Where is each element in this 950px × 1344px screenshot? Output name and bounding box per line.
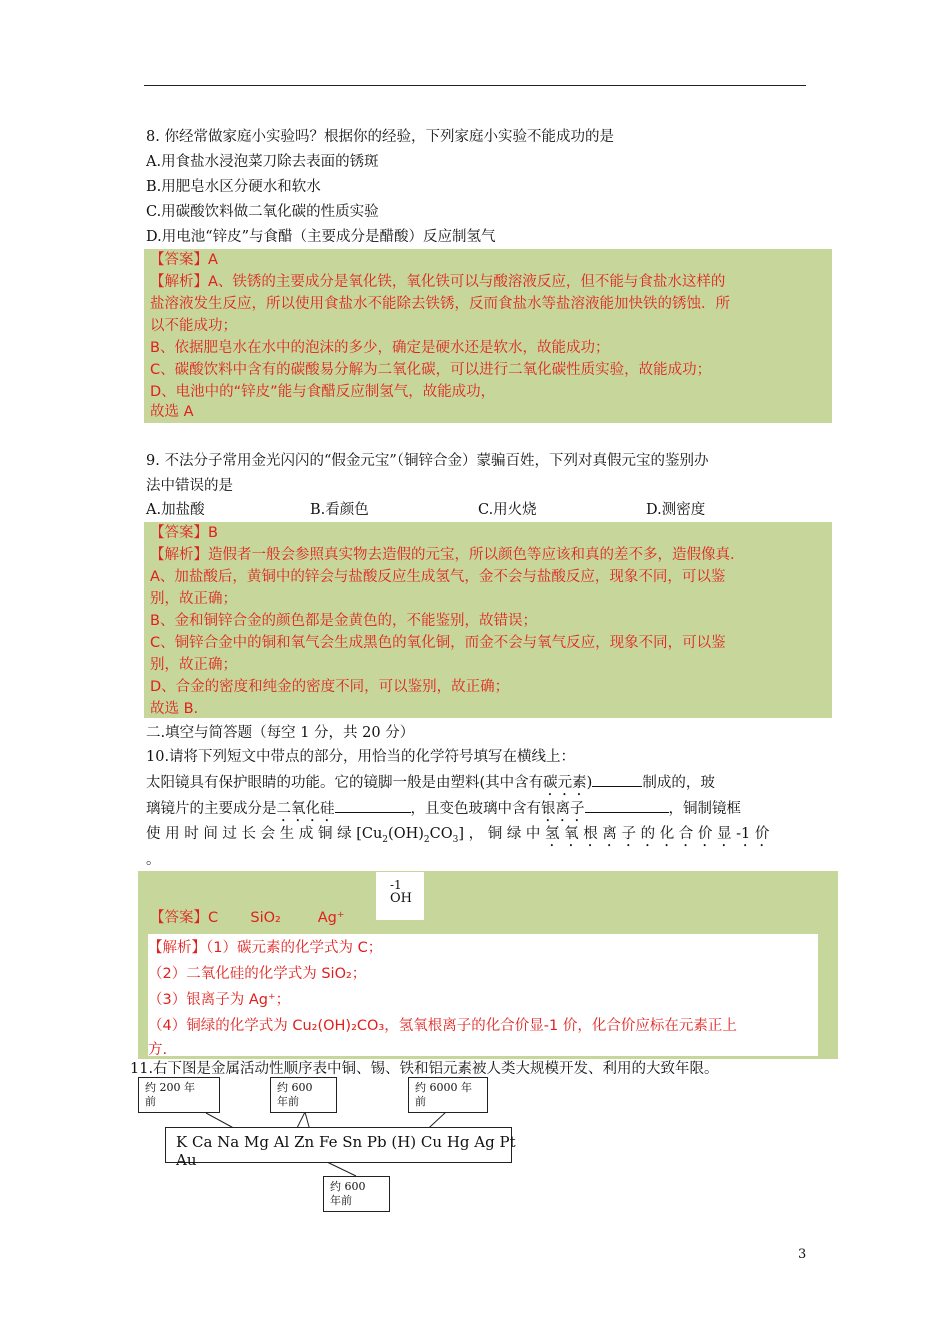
q8-option-d: D.用电池“锌皮”与食醋（主要成分是醋酸）反应制氢气 (146, 229, 496, 245)
q8-answer-line: 【答案】A (150, 252, 218, 268)
q10-dotted-text: 银离子 (541, 801, 585, 817)
q9-stem-line1: 9. 不法分子常用金光闪闪的“假金元宝”（铜锌合金）蒙骗百姓，下列对真假元宝的鉴别办 (146, 453, 709, 469)
q10-dotted-text: 二氧化硅 (276, 801, 335, 817)
q9-stem-line2: 法中错误的是 (146, 478, 233, 494)
q10-dotted-text: 碳元素 (543, 775, 587, 791)
q10-explain-line: 【解析】（1）碳元素的化学式为 C； (148, 940, 383, 956)
year-box-text: 前 (145, 1095, 156, 1108)
year-box-tin (323, 1176, 390, 1212)
q10-text: 璃镜片的主要成分是 (146, 801, 277, 817)
year-box-text: 约 6000 年 (415, 1081, 472, 1094)
q10-text: ，铜制镜框 (668, 801, 741, 817)
q8-answer-line: 【解析】A、铁锈的主要成分是氧化铁，氧化铁可以与酸溶液反应，但不能与食盐水这样的 (150, 274, 726, 290)
q9-answer-line: 【答案】B (150, 525, 218, 541)
q8-answer-line: B、依据肥皂水在水中的泡沫的多少，确定是硬水还是软水，故能成功； (150, 340, 610, 356)
q10-stem: 10.请将下列短文中带点的部分，用恰当的化学符号填写在横线上： (146, 749, 576, 765)
q8-option-c: C.用碳酸饮料做二氧化碳的性质实验 (146, 204, 379, 220)
year-box-text: 约 600 (330, 1180, 366, 1193)
q10-explain-line: （2）二氧化硅的化学式为 SiO₂； (148, 966, 367, 982)
q9-option-a: A.加盐酸 (146, 502, 205, 518)
year-box-aluminum (138, 1077, 220, 1113)
year-box-text: 约 200 年 (145, 1081, 195, 1094)
q8-answer-line: 盐溶液发生反应，所以使用食盐水不能除去铁锈，反而食盐水等盐溶液能加快铁的锈蚀．所 (150, 296, 730, 312)
oh-charge: -1 (390, 878, 402, 892)
q8-answer-line: 故选 A (150, 404, 194, 420)
q9-answer-line: 别，故正确； (150, 657, 237, 673)
q9-answer-line: A、加盐酸后，黄铜中的锌会与盐酸反应生成氢气，金不会与盐酸反应，现象不同，可以鉴 (150, 569, 726, 585)
q9-option-d: D.测密度 (646, 502, 706, 518)
year-box-text: 年前 (330, 1194, 352, 1207)
q10-text: ) (586, 775, 593, 791)
q10-text: (OH) (388, 826, 424, 842)
page-number: 3 (798, 1247, 807, 1262)
q8-option-b: B.用肥皂水区分硬水和软水 (146, 179, 321, 195)
q10-subscript: 2 (423, 834, 430, 845)
activity-series-line2: Au (176, 1151, 197, 1169)
q9-option-b: B.看颜色 (310, 502, 369, 518)
q10-text: CO (429, 826, 453, 842)
q10-text: 制成的，玻 (642, 775, 715, 791)
section-title: 二.填空与简答题（每空 1 分，共 20 分） (146, 725, 415, 741)
q9-answer-line: 【解析】造假者一般会参照真实物去造假的元宝，所以颜色等应该和真的差不多，造假像真． (150, 547, 745, 563)
q9-option-c: C.用火烧 (478, 502, 537, 518)
q10-text: ] ， 铜 绿 中 (458, 826, 541, 842)
q10-explain-line: （3）银离子为 Ag⁺； (148, 992, 291, 1008)
q10-dotted-text: 氢 氧 根 离 子 的 化 合 价 显 -1 价 (540, 826, 770, 842)
year-box-copper (408, 1077, 488, 1113)
activity-series-line1: K Ca Na Mg Al Zn Fe Sn Pb (H) Cu Hg Ag Pt (176, 1133, 516, 1151)
q10-explain-line: （4）铜绿的化学式为 Cu₂(OH)₂CO₃，氢氧根离子的化合价显-1 价，化合价应标在元素正上 (148, 1018, 737, 1034)
q10-text: 太阳镜具有保护眼睛的功能。它的镜脚一般是由塑料(其中含有 (146, 775, 544, 791)
q8-answer-line: D、电池中的“锌皮”能与食醋反应制氢气，故能成功， (150, 384, 496, 400)
q8-stem: 8. 你经常做家庭小实验吗？根据你的经验，下列家庭小实验不能成功的是 (146, 129, 614, 145)
year-box-text: 约 600 (277, 1081, 313, 1094)
q9-answer-line: C、铜锌合金中的铜和氧气会生成黑色的氧化铜，而金不会与氧气反应，现象不同，可以鉴 (150, 635, 726, 651)
oh-formula: OH (390, 891, 412, 906)
q10-subscript: 2 (382, 834, 389, 845)
q9-answer-line: B、金和铜锌合金的颜色都是金黄色的，不能鉴别，故错误； (150, 613, 537, 629)
year-box-iron (270, 1077, 337, 1113)
q8-option-a: A.用食盐水浸泡菜刀除去表面的锈斑 (146, 154, 379, 170)
q10-text: 使 用 时 间 过 长 会 生 成 铜 绿 [Cu (146, 826, 383, 842)
year-box-text: 前 (415, 1095, 426, 1108)
q10-paragraph-end: 。 (146, 852, 161, 868)
q9-answer-line: D、合金的密度和纯金的密度不同，可以鉴别，故正确； (150, 679, 510, 695)
q10-subscript: 3 (452, 834, 459, 845)
q11-stem: 11.右下图是金属活动性顺序表中铜、锡、铁和铝元素被人类大规模开发、利用的大致年限。 (130, 1061, 719, 1077)
activity-series-box (165, 1127, 516, 1169)
q8-answer-line: C、碳酸饮料中含有的碳酸易分解为二氧化碳，可以进行二氧化碳性质实验，故能成功； (150, 362, 712, 378)
q10-explain-line: 方. (148, 1042, 168, 1058)
q9-answer-line: 故选 B. (150, 701, 199, 717)
year-box-text: 年前 (277, 1095, 299, 1108)
q10-answer-row: 【答案】C SiO₂ Ag⁺ (150, 910, 345, 926)
q9-answer-line: 别，故正确； (150, 591, 237, 607)
q8-answer-line: 以不能成功； (150, 318, 237, 334)
q10-text: ，且变色玻璃中含有 (410, 801, 541, 817)
